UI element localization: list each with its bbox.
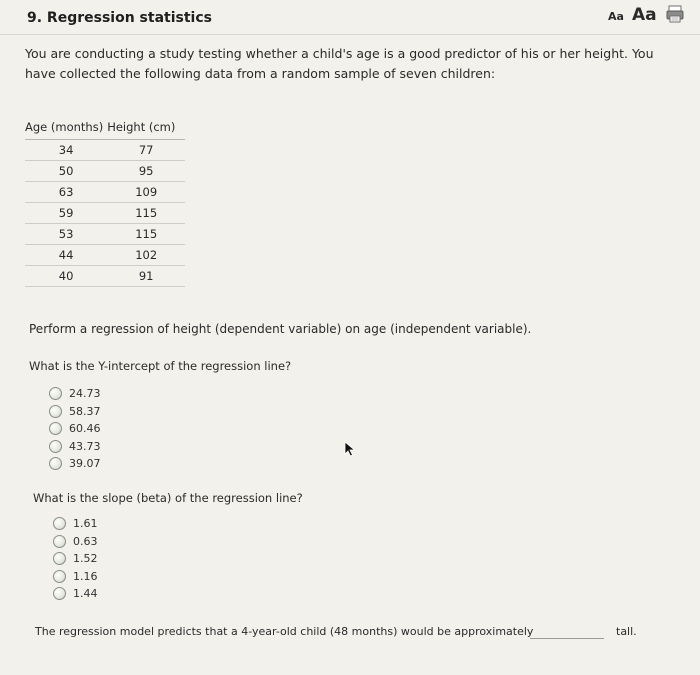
- slope-option[interactable]: [53, 568, 98, 586]
- radio-button[interactable]: [53, 570, 66, 583]
- height-cell: 91: [107, 266, 185, 287]
- slope-option[interactable]: [53, 585, 98, 603]
- option-label: 1.16: [73, 569, 98, 583]
- intercept-option[interactable]: [49, 385, 101, 403]
- question-intercept: What is the Y-intercept of the regression line?: [29, 359, 292, 373]
- slope-option[interactable]: [53, 533, 98, 551]
- option-label: 1.61: [73, 517, 98, 531]
- option-label: 1.52: [73, 552, 98, 566]
- age-cell: 59: [25, 203, 107, 224]
- option-label: 60.46: [69, 422, 101, 436]
- table-row: [25, 224, 185, 245]
- radio-button[interactable]: [53, 552, 66, 565]
- question-slope: What is the slope (beta) of the regression line?: [33, 491, 303, 505]
- slope-option[interactable]: [53, 550, 98, 568]
- intercept-option[interactable]: [49, 420, 101, 438]
- radio-button[interactable]: [53, 517, 66, 530]
- radio-button[interactable]: [53, 587, 66, 600]
- option-label: 43.73: [69, 439, 101, 453]
- height-cell: 77: [107, 140, 185, 161]
- age-cell: 50: [25, 161, 107, 182]
- table-row: [25, 182, 185, 203]
- table-row: [25, 266, 185, 287]
- column-header-height: Height (cm): [107, 118, 185, 140]
- data-table: [25, 118, 185, 287]
- option-label: 1.44: [73, 587, 98, 601]
- prediction-suffix: tall.: [616, 625, 637, 638]
- option-label: 24.73: [69, 387, 101, 401]
- height-cell: 95: [107, 161, 185, 182]
- age-cell: 63: [25, 182, 107, 203]
- radio-button[interactable]: [49, 405, 62, 418]
- question-prediction: The regression model predicts that a 4-year-old child (48 months) would be approximately: [35, 625, 534, 638]
- slope-options: [53, 515, 98, 603]
- option-label: 0.63: [73, 534, 98, 548]
- intercept-option[interactable]: [49, 438, 101, 456]
- age-cell: 34: [25, 140, 107, 161]
- age-cell: 40: [25, 266, 107, 287]
- height-cell: 115: [107, 203, 185, 224]
- age-cell: 53: [25, 224, 107, 245]
- intro-paragraph: You are conducting a study testing whether a child's age is a good predictor of his or her height. You have collected the following data from a random sample of seven children:: [25, 46, 654, 81]
- height-cell: 115: [107, 224, 185, 245]
- option-label: 39.07: [69, 457, 101, 471]
- radio-button[interactable]: [49, 440, 62, 453]
- print-icon[interactable]: [666, 5, 684, 23]
- header-bar: [0, 0, 700, 35]
- age-cell: 44: [25, 245, 107, 266]
- radio-button[interactable]: [53, 535, 66, 548]
- table-row: [25, 245, 185, 266]
- table-row: [25, 140, 185, 161]
- intercept-option[interactable]: [49, 403, 101, 421]
- table-row: [25, 161, 185, 182]
- prediction-answer-field[interactable]: [530, 638, 604, 639]
- height-cell: 109: [107, 182, 185, 203]
- radio-button[interactable]: [49, 387, 62, 400]
- table-header-row: [25, 118, 185, 140]
- question-title: 9. Regression statistics: [27, 10, 212, 26]
- table-row: [25, 203, 185, 224]
- radio-button[interactable]: [49, 457, 62, 470]
- slope-option[interactable]: [53, 515, 98, 533]
- intercept-option[interactable]: [49, 455, 101, 473]
- regression-instruction: Perform a regression of height (dependent variable) on age (independent variable).: [29, 322, 532, 336]
- option-label: 58.37: [69, 404, 101, 418]
- increase-font-button[interactable]: Aa: [632, 5, 657, 25]
- height-cell: 102: [107, 245, 185, 266]
- mouse-cursor-icon: [344, 441, 356, 457]
- intercept-options: [49, 385, 101, 473]
- decrease-font-button[interactable]: Aa: [608, 10, 624, 23]
- column-header-age: Age (months): [25, 118, 107, 140]
- radio-button[interactable]: [49, 422, 62, 435]
